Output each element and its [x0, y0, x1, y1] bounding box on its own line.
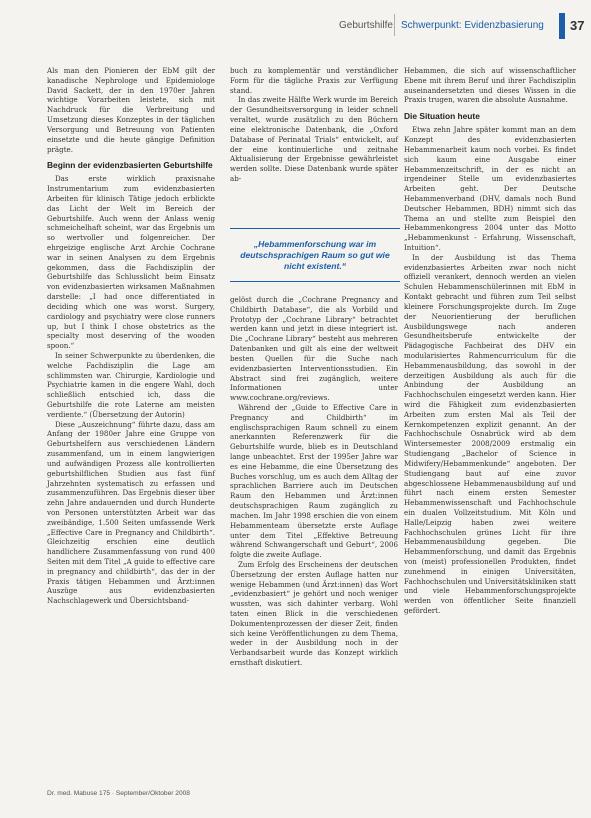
section-heading: Die Situation heute [404, 111, 480, 122]
running-header-section: Geburtshilfe [339, 20, 393, 31]
running-header-topic: Schwerpunkt: Evidenzbasierung [401, 20, 544, 31]
paragraph: Während der „Guide to Effective Care in Pregnancy and Childbirth“ im englischsprachigen Raum schnell zu einem anerkannten Referenzwerk für die Geburtshilfe wurde, blieb es in Deutschland lange unbeachtet. Erst der 1995er Jahre war es eine Hebamme, die eine Übersetzung des Buches vorschlug, um es auch dem Alltag der sprachlichen Barriere auch im Deutschen Raum den Hebammen und Ärzt:innen deutschsprachigen Raum zugänglich zu machen. Im Jahr 1998 erschien die von einem Hebammenteam übersetzte erste Auflage unter dem Titel „Effektive Betreuung während Schwangerschaft und Geburt“, 2006 folgte die zweite Auflage. [230, 402, 398, 560]
paragraph: buch zu komplementär und verständlicher Form für die tägliche Praxis zur Verfügung stand. [230, 66, 398, 95]
paragraph: Als man den Pionieren der EbM gilt der kanadische Nephrologe und Epidemiologe David Sackett, der in den 1970er Jahren wichtige Vorarbeiten leistete, sich mit Nachdruck für die Verbreitung und Umsetzung dieses Konzeptes in der täglichen Versorgung und Betreuung von Patienten einsetzte und die heute gängige Definition prägte. [47, 66, 215, 154]
paragraph: Zum Erfolg des Erscheinens der deutschen Übersetzung der ersten Auflage hatten nur wenige Hebammen (und Ärzt:innen) das Wort „evidenzbasiert“ je gehört und noch weniger wussten, was sich dahinter verbarg. Wohl taten einen Blick in die verschiedenen Dokumentenprozessen der dieser Zeit, finden sich keine Veröffentlichungen zu dem Thema, weder in der Ausbildung noch in der Verbandsarbeit wurde das Konzept wirklich ernsthaft diskutiert. [230, 559, 398, 668]
header-accent-bar [559, 13, 565, 39]
paragraph: In das zweite Hälfte Werk wurde im Bereich der Gesundheitsversorgung in leider schnell veraltet, wurde zusätzlich zu den Büchern eine elektronische Datenbank, die „Oxford Database of Perinatal Trials“ entwickelt, auf der eine kontinuierliche und zeitnahe Aktualisierung der Ergebnisse gewährleistet werden sollte. Diese Datenbank wurde später ab- [230, 95, 398, 183]
page-footer: Dr. med. Mabuse 175 · September/Oktober 2008 [47, 790, 190, 797]
column-2-top [230, 66, 398, 184]
pull-quote: „Hebammenforschung war im deutschsprachigen Raum so gut wie nicht existent.“ [230, 228, 400, 282]
paragraph: In seiner Schwerpunkte zu überdenken, die welche Fachdisziplin die Lage am schlimmsten war. Chirurgie, Kardiologie und Psychiatrie kamen in die engere Wahl, doch schließlich entschied ich, dass die Geburtshilfe die rote Laterne am meisten verdiente.“ (Übersetzung der Autorin) [47, 350, 215, 419]
column-3 [404, 66, 576, 616]
column-2-bottom [230, 295, 398, 668]
paragraph: Das erste wirklich praxisnahe Instrumentarium zum evidenzbasierten Arbeiten für klinisch Tätige jedoch erblickte das Licht der Welt im Bereich der Geburtshilfe. Auch wenn der Anlass wenig schmeichelhaft scheint, war das Ergebnis um so wertvoller und folgenreicher. Der ehrgeizige englische Arzt Archie Cochrane war in seinen Analysen zu dem Ergebnis gekommen, dass die Fachdisziplin der Geburtshilfe das Schlusslicht beim Einsatz von evidenzbasierten wirksamen Maßnahmen darstelle: „I had once differentiated in deciding which one was worst. Surgery, cardiology and psychiatry were close runners up, but I think I chose obstetrics as the specialty most deserving of the wooden spoon.“ [47, 174, 215, 351]
column-1 [47, 66, 215, 606]
section-heading: Beginn der evidenzbasierten Geburtshilfe [47, 160, 213, 171]
paragraph: Hebammen, die sich auf wissenschaftlicher Ebene mit ihrem Beruf und ihrer Fachdisziplin auseinandersetzten und dieses Wissen in die Praxis trugen, waren die absolute Ausnahme. [404, 66, 576, 105]
paragraph: In der Ausbildung ist das Thema evidenzbasiertes Arbeiten zwar noch nicht offiziell verankert, dennoch werden an vielen Schulen Hebammenschülerinnen mit EbM in Kontakt gebracht und führen zum Teil selbst kleinere Forschungsprojekte durch. Im Zuge der Neuorientierung der beruflichen Ausbildungswege nach anderen Gesundheitsberufe entwickelte der Pädagogische Fachbeirat des DHV ein modularisiertes Rahmencurriculum für die Hebammenausbildung, das sowohl in der derzeitigen Ausbildung als auch für die Anbindung der Ausbildung an Fachhochschulen eingesetzt werden kann. Hier wird die Fähigkeit zum evidenzbasierten Arbeiten zum ersten Mal als Teil der Kernkompetenzen explizit genannt. An der Fachhochschule Osnabrück wird ab dem Wintersemester 2008/2009 erstmalig ein Studiengang „Bachelor of Science in Midwifery/Hebammenkunde“ angeboten. Der Studiengang baut auf eine zuvor abgeschlossene Hebammenausbildung auf und führt nach einem ersten Semester Hebammenwissenschaft und Fachhochschule ein dualen Vollzeitstudium. Mit Köln und Halle/Leipzig haben zwei weitere Fachhochschulen grünes Licht für ihre Hebammenausbildung gegeben. Die Hebammenforschung, und damit das Ergebnis von (meist) professionellen Produkten, findet zunehmend in einigen Universitäten, Fachhochschulen und Universitätskliniken statt und viele Hebammenforschungsprojekte werden von öffentlicher Seite finanziell gefördert. [404, 252, 576, 616]
paragraph: Etwa zehn Jahre später kommt man an dem Konzept des evidenzbasierten Hebammenarbeit kaum noch vorbei. Es findet sich kaum eine Ausgabe einer Hebammenzeitschrift, in der es nicht an irgendeiner Stelle um evidenzbasiertes Arbeiten geht. Der Deutsche Hebammenverband (DHV, damals noch Bund Deutscher Hebammen, BDH) nimmt sich das Thema an und stellte zum Beispiel den Hebammenkongress 2004 unter das Motto „Hebammenkunst - Erfahrung, Wissenschaft, Intuition“. [404, 125, 576, 252]
header-divider [394, 14, 395, 36]
paragraph: Diese „Auszeichnung“ führte dazu, dass am Anfang der 1980er Jahre eine Gruppe von Geburtshelfern aus verschiedenen Ländern zusammenfand, um in einem langwierigen und aufwändigen Prozess alle kontrollierten geburtshilflichen Studien aus fast fünf Jahrzehnten systematisch zu erfassen und zusammenzuführen. Das Ergebnis dieser über zehn Jahre andauernden und durch Hunderte von Personen unterstützten Arbeit war das zweibändige, 1.500 Seiten umfassende Werk „Effective Care in Pregnancy and Childbirth“. Gleichzeitig erschien eine deutlich handlichere Zusammenfassung von rund 400 Seiten mit dem Titel „A guide to effective care in pregnancy and childbirth“, das der in der Praxis tätigen Hebammen und Ärzt:innen Auszüge aus evidenzbasierten Nachschlagewerk und Übersichtsband- [47, 419, 215, 606]
page-number: 37 [570, 18, 585, 33]
paragraph: gelöst durch die „Cochrane Pregnancy and Childbirth Database“, die als Vorbild und Prototyp der „Cochrane Library“ betrachtet werden kann und jetzt in diese integriert ist. Die „Cochrane Library“ besteht aus mehreren Datenbanken und gilt als eine der weltweit besten Quellen für die Suche nach evidenzbasierten Interventionsstudien. Ein Abstract sind frei zugänglich, weitere Informationen unter www.cochrane.org/reviews. [230, 295, 398, 403]
